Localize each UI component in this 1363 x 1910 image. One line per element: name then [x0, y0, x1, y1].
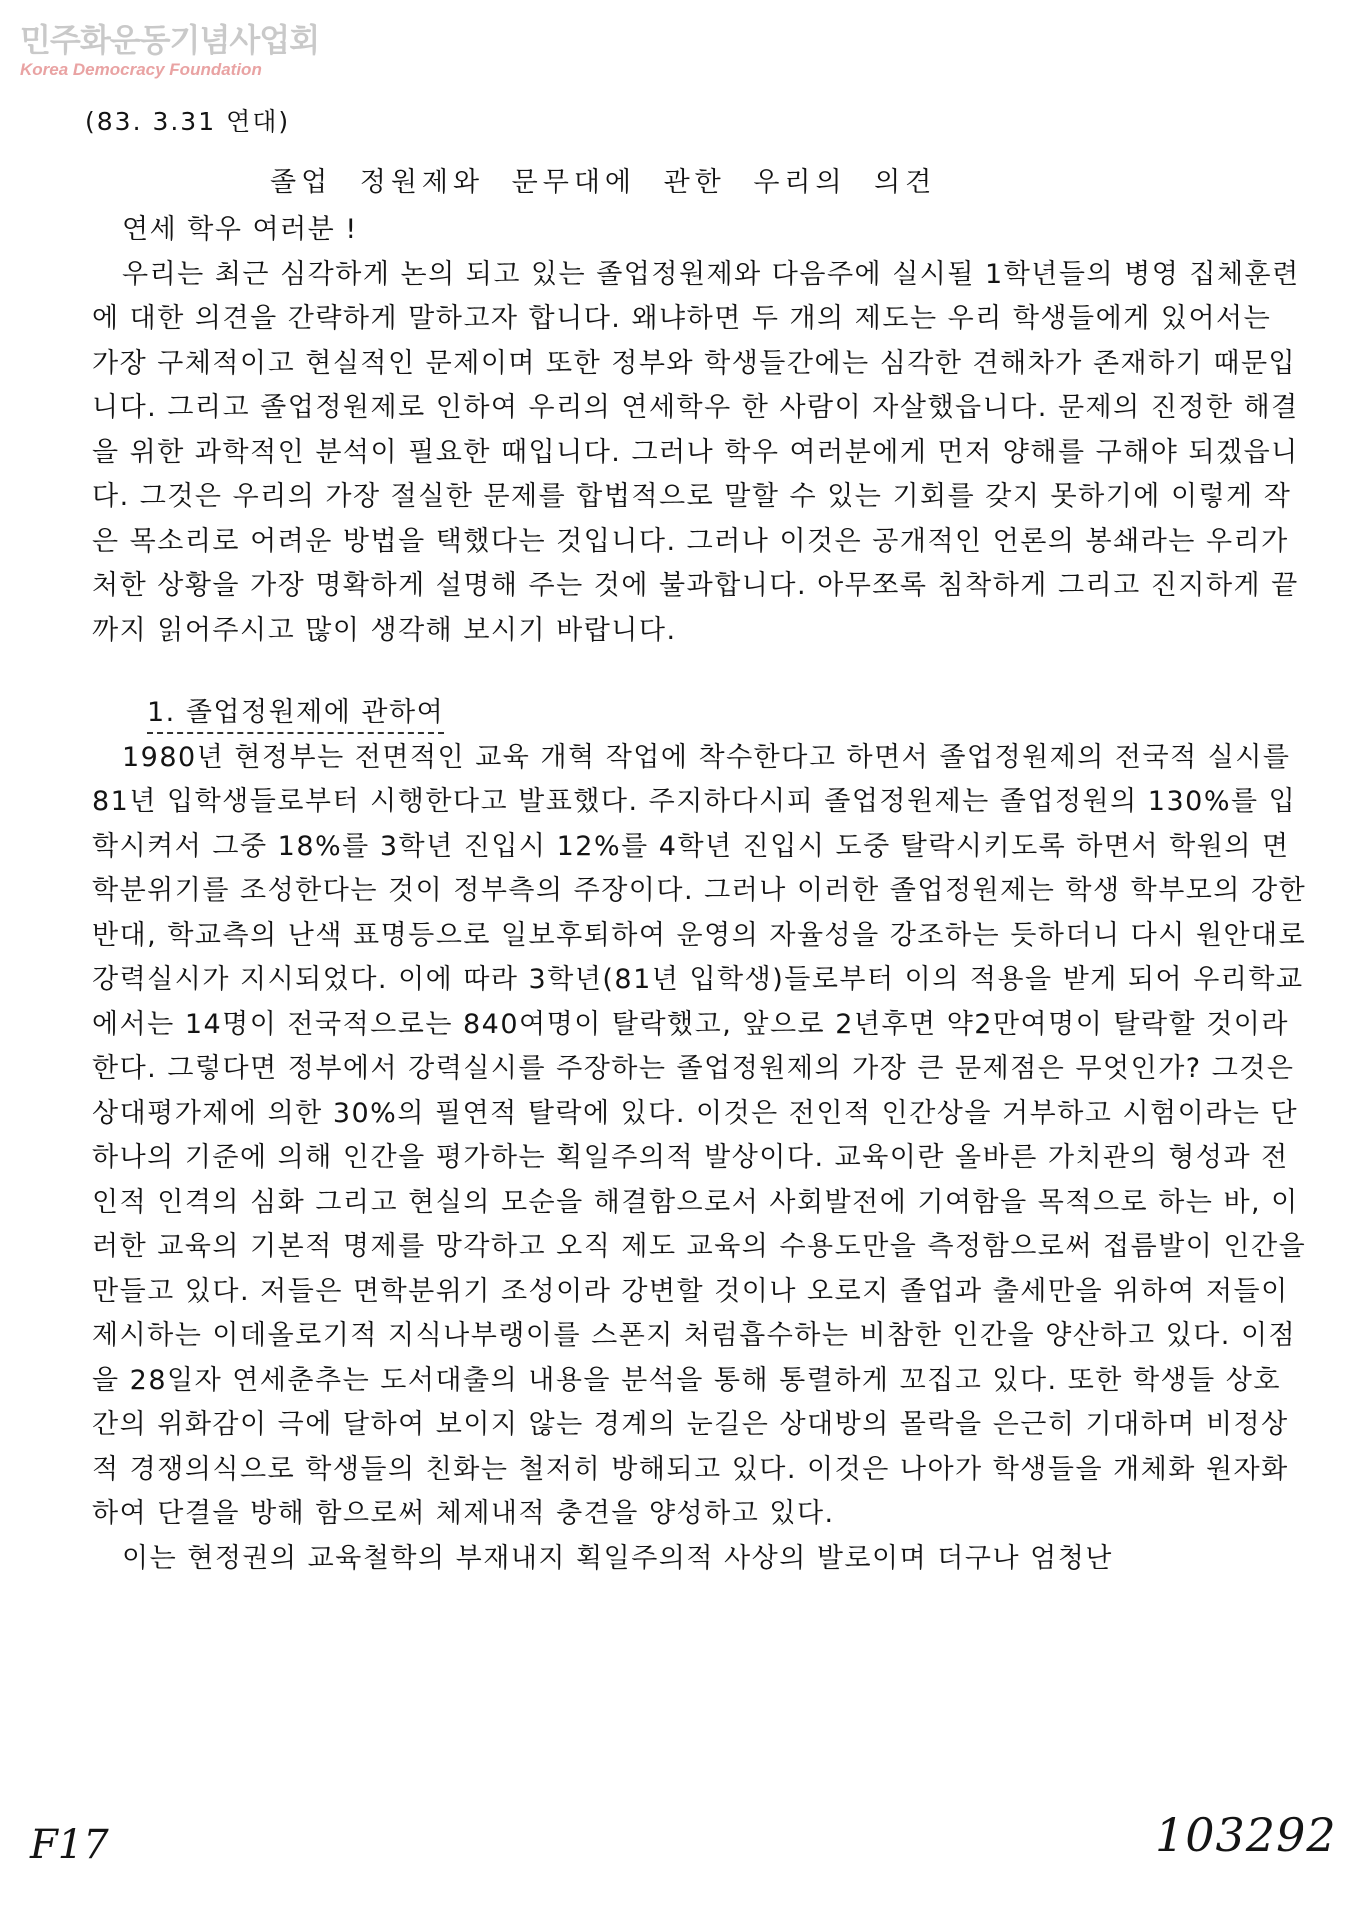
section-heading	[92, 691, 1307, 736]
section-paragraph-1: 1980년 현정부는 전면적인 교육 개혁 작업에 착수한다고 하면서 졸업정원제의 전국적 실시를 81년 입학생들로부터 시행한다고 발표했다. 주지하다시피 졸업정원제는 졸업정원의 130%를 입학시켜서 그중 18%를 3학년 진입시 12%를 4학년 진입시 도중 탈락시키도록 하면서 학원의 면학분위기를 조성한다는 것이 정부측의 주장이다. 그러나 이러한 졸업정원제는 학생 학부모의 강한 반대, 학교측의 난색 표명등으로 일보후퇴하여 운영의 자율성을 강조하는 듯하더니 다시 원안대로 강력실시가 지시되었다. 이에 따라 3학년(81년 입학생)들로부터 이의 적용을 받게 되어 우리학교에서는 14명이 전국적으로는 840여명이 탈락했고, 앞으로 2년후면 약2만여명이 탈락할 것이라 한다. 그렇다면 정부에서 강력실시를 주장하는 졸업정원제의 가장 큰 문제점은 무엇인가? 그것은 상대평가제에 의한 30%의 필연적 탈락에 있다. 이것은 전인적 인간상을 거부하고 시험이라는 단하나의 기준에 의해 인간을 평가하는 획일주의적 발상이다. 교육이란 올바른 가치관의 형성과 전인적 인격의 심화 그리고 현실의 모순을 해결함으로서 사회발전에 기여함을 목적으로 하는 바, 이러한 교육의 기본적 명제를 망각하고 오직 제도 교육의 수용도만을 측정함으로써 접름발이 인간을 만들고 있다. 저들은 면학분위기 조성이라 강변할 것이나 오로지 졸업과 출세만을 위하여 저들이 제시하는 이데올로기적 지식나부랭이를 스폰지 처럼흡수하는 비참한 인간을 양산하고 있다. 이점을 28일자 연세춘추는 도서대출의 내용을 분석을 통해 통렬하게 꼬집고 있다. 또한 학생들 상호간의 위화감이 극에 달하여 보이지 않는 경계의 눈길은 상대방의 몰락을 은근히 기대하며 비정상적 경쟁의식으로 학생들의 친화는 철저히 방해되고 있다. 이것은 나아가 학생들을 개체화 원자화 하여 단결을 방해 함으로써 체제내적 충견을 양성하고 있다.	[92, 741, 1307, 1529]
watermark-logo	[20, 22, 319, 80]
section-paragraph-2: 이는 현정권의 교육철학의 부재내지 획일주의적 사상의 발로이며 더구나 엄청난	[122, 1542, 1113, 1574]
intro-paragraph: 우리는 최근 심각하게 논의 되고 있는 졸업정원제와 다음주에 실시될 1학년들의 병영 집체훈련에 대한 의견을 간략하게 말하고자 합니다. 왜냐하면 두 개의 제도는 우리 학생들에게 있어서는 가장 구체적이고 현실적인 문제이며 또한 정부와 학생들간에는 심각한 견해차가 존재하기 때문입니다. 그리고 졸업정원제로 인하여 우리의 연세학우 한 사람이 자살했읍니다. 문제의 진정한 해결을 위한 과학적인 분석이 필요한 때입니다. 그러나 학우 여러분에게 먼저 양해를 구해야 되겠읍니다. 그것은 우리의 가장 절실한 문제를 합법적으로 말할 수 있는 기회를 갖지 못하기에 이렇게 작은 목소리로 어려운 방법을 택했다는 것입니다. 그러나 이것은 공개적인 언론의 봉쇄라는 우리가 처한 상황을 가장 명확하게 설명해 주는 것에 불과합니다. 아무쪼록 침착하게 그리고 진지하게 끝까지 읽어주시고 많이 생각해 보시기 바랍니다.	[92, 258, 1300, 646]
greeting: 연세 학우 여러분 !	[122, 214, 358, 245]
document-body	[92, 208, 1307, 1581]
archive-mark-left: F17	[30, 1822, 109, 1868]
watermark-english: Korea Democracy Foundation	[20, 60, 262, 79]
document-title: 졸업 정원제와 문무대에 관한 우리의 의견	[270, 167, 937, 198]
document-date: (83. 3.31 연대)	[85, 107, 291, 136]
watermark-korean: 민주화운동기념사업회	[20, 21, 320, 59]
section-heading-text: 1. 졸업정원제에 관하여	[147, 697, 444, 734]
archive-number: 103292	[1155, 1808, 1337, 1862]
paragraph-gap	[92, 653, 1307, 691]
